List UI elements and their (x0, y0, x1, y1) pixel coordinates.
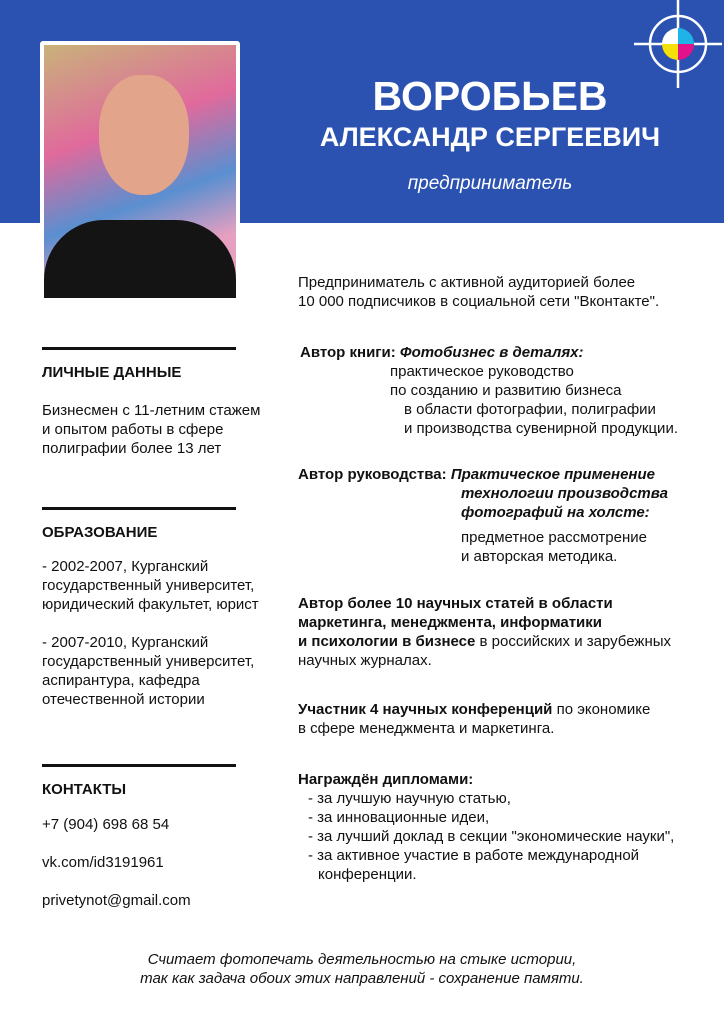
section-title-education: ОБРАЗОВАНИЕ (42, 524, 158, 541)
surname: ВОРОБЬЕВ (372, 73, 608, 119)
conferences-block: Участник 4 научных конференций по экономике в сфере менеджмента и маркетинга. (298, 701, 651, 737)
role: предприниматель (407, 173, 573, 194)
contact-phone[interactable]: +7 (904) 698 68 54 (42, 816, 170, 833)
divider (42, 347, 236, 350)
given-names: АЛЕКСАНДР СЕРГЕЕВИЧ (319, 122, 661, 152)
personal-text: Бизнесмен с 11-летним стажем и опытом работы в сфере полиграфии более 13 лет (42, 402, 261, 457)
divider (42, 507, 236, 510)
contact-email[interactable]: privetynot@gmail.com (42, 892, 191, 909)
awards-block: Награждён дипломами: - за лучшую научную статью, - за инновационные идеи, - за лучший доклад в секции "экономические науки", - за активное участие в работе международной конференции. (298, 771, 675, 883)
guide-block: Автор руководства: Практическое применение технологии производства фотографий на холсте: предметное рассмотрение и авторская методика. (298, 466, 668, 565)
education-item: - 2002-2007, Курганский государственный университет, юридический факультет, юрист (42, 558, 259, 613)
profile-photo (40, 41, 240, 302)
section-title-personal: ЛИЧНЫЕ ДАННЫЕ (42, 364, 182, 381)
intro: Предприниматель с активной аудиторией более 10 000 подписчиков в социальной сети "Вконтакте". (298, 274, 660, 310)
divider (42, 764, 236, 767)
book-block: Автор книги: Фотобизнес в деталях: практическое руководство по созданию и развитию бизнеса в области фотографии, полиграфии и производства сувенирной продукции. (300, 344, 678, 437)
section-title-contacts: КОНТАКТЫ (42, 781, 127, 798)
footer-quote: Считает фотопечать деятельностью на стыке истории, так как задача обоих этих направлений - сохранение памяти. (140, 951, 584, 987)
education-item: - 2007-2010, Курганский государственный университет, аспирантура, кафедра отечественной истории (42, 634, 255, 708)
contact-vk[interactable]: vk.com/id3191961 (42, 854, 164, 871)
articles-block: Автор более 10 научных статей в области маркетинга, менеджмента, информатики и психологии в бизнесе в российских и зарубежных научных журналах. (298, 595, 672, 669)
